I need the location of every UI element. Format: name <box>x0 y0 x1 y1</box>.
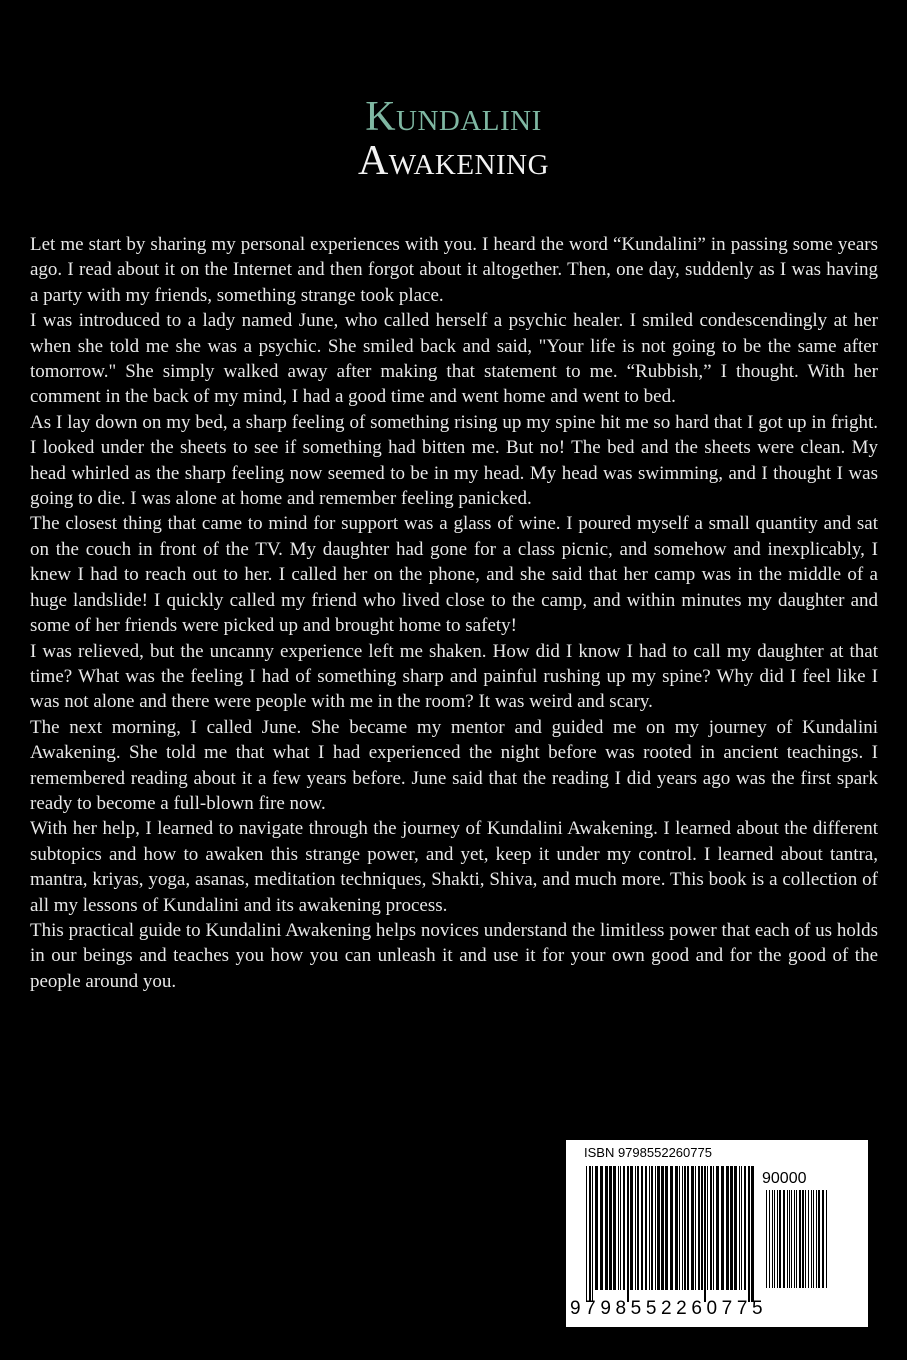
barcode-bar <box>726 1166 729 1290</box>
barcode-bar <box>802 1190 804 1288</box>
barcode-bar <box>716 1166 719 1290</box>
barcode-bar <box>635 1166 636 1290</box>
barcode-bar <box>675 1166 678 1290</box>
barcode-bar <box>822 1190 824 1288</box>
barcode-bar <box>613 1166 616 1290</box>
barcode-bar <box>796 1190 797 1288</box>
barcode-bar <box>684 1166 686 1290</box>
barcode-bar <box>811 1190 812 1288</box>
barcode-bar <box>769 1190 770 1288</box>
barcode-bar <box>600 1166 603 1290</box>
barcode-bar <box>698 1166 700 1290</box>
barcode-bar <box>813 1190 814 1288</box>
barcode-bar <box>744 1166 746 1290</box>
barcode-bar <box>805 1190 806 1288</box>
ean-barcode <box>586 1166 756 1302</box>
barcode-box <box>566 1140 868 1327</box>
blurb-text <box>30 232 878 994</box>
price-code: 90000 <box>762 1170 807 1187</box>
barcode-bar <box>630 1166 633 1290</box>
ean-digits: 9798552260775 <box>570 1298 768 1319</box>
barcode-bar <box>586 1166 587 1302</box>
barcode-bar <box>682 1166 683 1290</box>
barcode-bar <box>641 1166 643 1290</box>
title-line-1: Kundalini <box>365 94 542 140</box>
barcode-bar <box>772 1190 773 1288</box>
blurb-paragraph: As I lay down on my bed, a sharp feeling of something rising up my spine hit me so hard that I got up in fright. I looked under the sheets to see if something had bitten me. But no! The bed and the sheets were clean. My head whirled as the sharp feeling now seemed to be in my head. My head was swimming, and I thought I was going to die. I was alone at home and remember feeling panicked. <box>30 411 878 510</box>
barcode-bar <box>721 1166 724 1290</box>
barcode-bar <box>649 1166 650 1290</box>
barcode-bar <box>818 1190 820 1288</box>
barcode-bar <box>783 1190 785 1288</box>
blurb-paragraph: The next morning, I called June. She became my mentor and guided me on my journey of Kundalini Awakening. She told me that what I had experienced the night before was rooted in ancient teachings. I remembered reading about it a few years before. June said that the reading I did years ago was the first spark ready to become a full-blown fire now. <box>30 716 878 814</box>
barcode-bar <box>605 1166 608 1290</box>
barcode-bar <box>774 1190 775 1288</box>
barcode-bar <box>748 1166 750 1302</box>
barcode-bar <box>787 1190 788 1288</box>
barcode-bar <box>665 1166 668 1290</box>
barcode-bar <box>734 1166 737 1290</box>
barcode-bar <box>670 1166 673 1290</box>
barcode-bar <box>655 1166 656 1290</box>
barcode-bar <box>679 1166 680 1290</box>
barcode-bar <box>816 1190 817 1288</box>
barcode-bar <box>707 1166 708 1290</box>
barcode-bar <box>620 1166 621 1290</box>
barcode-bar <box>695 1166 696 1290</box>
barcode-bar <box>741 1166 742 1290</box>
blurb-paragraph: This practical guide to Kundalini Awakening helps novices understand the limitless power that each of us holds in our beings and teaches you how you can unleash it and use it for your own good and for the good of the people around you. <box>30 919 878 992</box>
barcode-bar <box>637 1166 639 1290</box>
barcode-bar <box>661 1166 664 1290</box>
barcode-bar <box>595 1166 598 1290</box>
barcode-bar <box>701 1166 703 1290</box>
blurb-paragraph: Let me start by sharing my personal experiences with you. I heard the word “Kundalini” in passing some years ago. I read about it on the Internet and then forgot about it altogether. Then, one day, suddenly as I was having a party with my friends, something strange took place. <box>30 234 878 306</box>
barcode-bar <box>739 1166 740 1290</box>
barcode-bar <box>691 1166 694 1290</box>
barcode-bar <box>730 1166 733 1290</box>
blurb-paragraph: The closest thing that came to mind for support was a glass of wine. I poured myself a small quantity and sat on the couch in front of the TV. My daughter had gone for a class picnic, and somehow and inexplicably, I knew I had to reach out to her. I called her on the phone, and she said that her camp was in the middle of a huge landslide! I quickly called my friend who lived close to the camp, and within minutes my daughter and some of her friends were picked up and brought home to safety! <box>30 513 878 637</box>
barcode-bar <box>645 1166 647 1290</box>
barcode-bar <box>657 1166 660 1290</box>
title-line-2: Awakening <box>357 138 550 184</box>
barcode-bar <box>623 1166 625 1290</box>
barcode-bar <box>789 1190 790 1288</box>
book-title <box>0 96 907 182</box>
barcode-bar <box>713 1166 714 1290</box>
blurb-paragraph: I was introduced to a lady named June, who called herself a psychic healer. I smiled condescendingly at her when she told me she was a psychic. She smiled back and said, "Your life is not going to be the same after tomorrow." She simply walked away after making that statement to me. “Rubbish,” I thought. With her comment in the back of my mind, I had a good time and went home and went to bed. <box>30 310 878 408</box>
barcode-bar <box>766 1190 767 1288</box>
addon-barcode <box>766 1190 846 1300</box>
barcode-bar <box>826 1190 827 1288</box>
barcode-bar <box>589 1166 591 1302</box>
barcode-bar <box>687 1166 689 1290</box>
barcode-bar <box>794 1190 795 1288</box>
blurb-paragraph: I was relieved, but the uncanny experience left me shaken. How did I know I had to call my daughter at that time? What was the feeling I had of something sharp and painful rushing up my spine? Why did I feel like I was not alone and there were people with me in the room? It was weird and scary. <box>30 640 878 713</box>
barcode-bar <box>627 1166 629 1302</box>
barcode-bar <box>777 1190 778 1288</box>
barcode-bar <box>751 1166 754 1302</box>
barcode-bar <box>592 1166 593 1302</box>
barcode-bar <box>710 1166 712 1290</box>
isbn-label: ISBN 9798552260775 <box>584 1145 712 1160</box>
barcode-bar <box>609 1166 612 1290</box>
barcode-bar <box>618 1166 619 1290</box>
barcode-bar <box>808 1190 809 1288</box>
blurb-paragraph: With her help, I learned to navigate through the journey of Kundalini Awakening. I learned about the different subtopics and how to awaken this strange power, and yet, keep it under my control. I learned about tantra, mantra, kriyas, yoga, asanas, meditation techniques, Shakti, Shiva, and much more. This book is a collection of all my lessons of Kundalini and its awakening process. <box>30 818 878 916</box>
barcode-bar <box>704 1166 706 1302</box>
barcode-bar <box>791 1190 792 1288</box>
barcode-bar <box>651 1166 653 1290</box>
barcode-bar <box>779 1190 781 1288</box>
barcode-bar <box>799 1190 801 1288</box>
